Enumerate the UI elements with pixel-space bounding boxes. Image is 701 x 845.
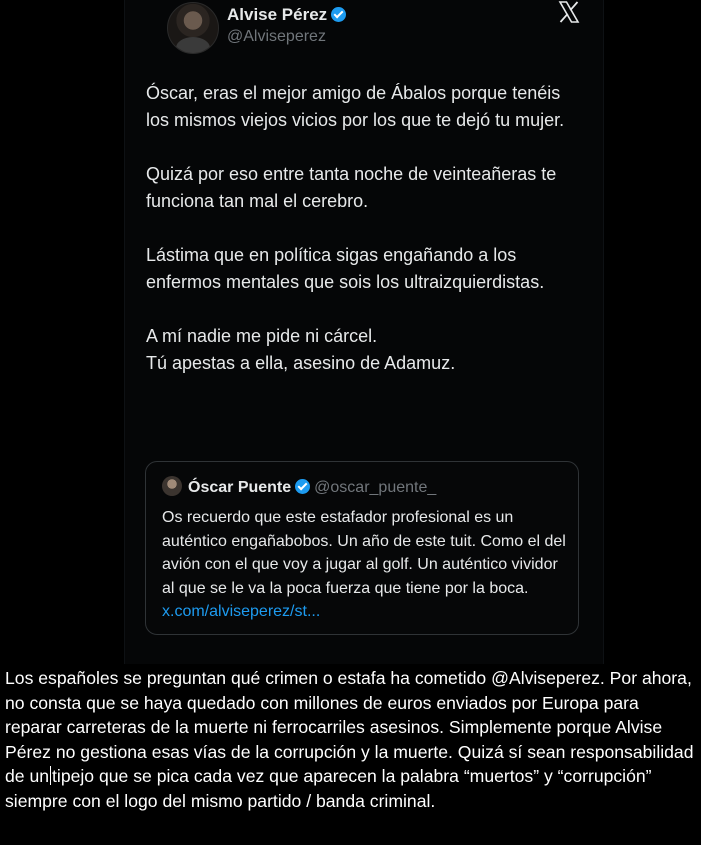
caption-text: Los españoles se preguntan qué crimen o estafa ha cometido @Alviseperez. Por ahora, no consta que se haya quedado con millones de euros enviados por Europa para reparar carreteras de la muerte ni ferrocarriles asesinos. Simplemente porque Alvise Pérez no gestiona esas vías de la corrupción y la muerte. Quizá sí sean responsabilidad de un [5,668,694,787]
quoted-author-handle[interactable]: @oscar_puente_ [314,479,437,496]
quoted-tweet-link[interactable]: x.com/alviseperez/st... [162,603,321,620]
quoted-author-avatar[interactable] [162,476,182,496]
author-avatar[interactable] [167,2,219,54]
quoted-tweet-header [162,476,436,497]
tweet-paragraph: Lástima que en política sigas engañando a los enfermos mentales que sois los ultraizquierdistas. [146,245,545,292]
text-cursor [50,766,51,785]
author-name[interactable] [227,5,346,25]
post-caption [5,666,697,814]
quoted-tweet-text [162,506,572,624]
tweet-paragraph: Quizá por eso entre tanta noche de veinteañeras te funciona tan mal el cerebro. [146,164,557,211]
tweet-text [146,80,586,404]
quoted-tweet-body: Os recuerdo que este estafador profesional es un auténtico engañabobos. Un año de este tuit. Como el del avión con el que voy a jugar al golf. Un auténtico vividor al que se le va la poca fuerza que tiene por la boca. [162,509,566,597]
tweet-paragraph: Óscar, eras el mejor amigo de Ábalos porque tenéis los mismos viejos vicios por los que te dejó tu mujer. [146,83,565,130]
tweet-screenshot [124,0,604,664]
quoted-author-name[interactable]: Óscar Puente [188,479,292,496]
tweet-paragraph: A mí nadie me pide ni cárcel. Tú apestas a ella, asesino de Adamuz. [146,326,456,373]
author-name-text[interactable]: Alvise Pérez [227,5,328,24]
quoted-tweet-card[interactable] [145,461,579,635]
verified-badge-icon [331,7,346,22]
caption-text-continued: tipejo que se pica cada vez que aparecen la palabra “muertos” y “corrupción” siempre con el logo del mismo partido / banda criminal. [5,766,652,811]
tweet-author[interactable] [145,0,585,60]
verified-badge-icon [295,479,310,494]
author-handle[interactable]: @Alviseperez [227,28,326,45]
x-logo-icon [557,0,581,24]
